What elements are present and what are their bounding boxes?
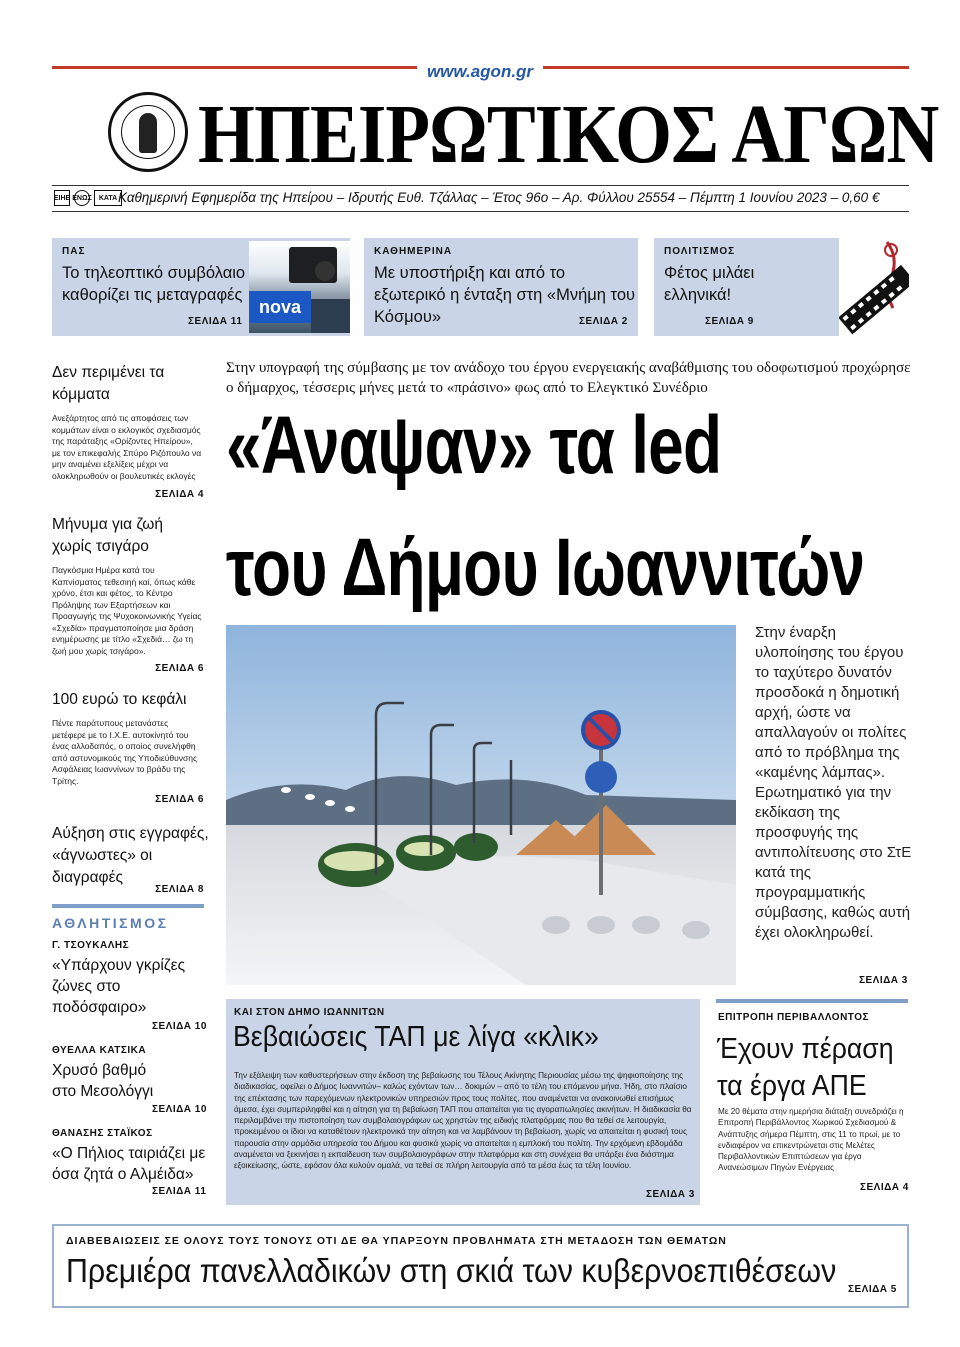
lead-side-text: Στην έναρξη υλοποίησης του έργου το ταχύτερο δυνατόν προσδοκά η δημοτική αρχή, ώστε να απαλλαγούν οι πολίτες από το πρόβλημα της «καμένης λάμπας». Ερωτηματικό για την εκδίκαση της προσφυγής της αντιπολίτευσης στο ΣτΕ κατά της προγραμματικής σύμβασης, καθώς αυτή έχει ολοκληρωθεί.: [755, 624, 912, 941]
info-rule-bottom: [52, 211, 909, 212]
lead-page: ΣΕΛΙΔΑ 3: [859, 975, 908, 986]
teaser-pas[interactable]: [52, 238, 350, 336]
tv-camera-photo: [249, 241, 350, 333]
teaser-title: Φέτος μιλάει ελληνικά!: [664, 264, 755, 304]
sport-title[interactable]: Χρυσό βαθμό στο Μεσολόγγι: [52, 1062, 154, 1100]
sport-title[interactable]: «Ο Πήλιος ταιριάζει με όσα ζητά ο Αλμέιδα»: [52, 1145, 206, 1183]
teaser-page: ΣΕΛΙΔΑ 2: [579, 316, 628, 327]
logo-eihe: ΕΙΗΕ: [54, 190, 70, 206]
sport-kicker: ΘΥΕΛΛΑ ΚΑΤΣΙΚΑ: [52, 1045, 147, 1056]
nova-logo: nova: [249, 291, 311, 323]
logo-union: ΕΝΩΣ: [74, 190, 90, 206]
teaser-politismos[interactable]: [654, 238, 908, 336]
sport-kicker: ΘΑΝΑΣΗΣ ΣΤΑΪΚΟΣ: [52, 1128, 153, 1139]
lead-deck: Στην υπογραφή της σύμβασης με τον ανάδοχο του έργου ενεργειακής αναβάθμισης του οδοφωτισμού προχώρησε ο δήμαρχος, τέσσερις μήνες μετά το «πράσινο» φως από το Ελεγκτικό Συνέδριο: [226, 360, 911, 396]
led-streetlights-photo: [226, 625, 736, 985]
lead-headline-line-2[interactable]: του Δήμου Ιωαννιτών: [226, 522, 865, 613]
teaser-category: ΚΑΘΗΜΕΡΙΝΑ: [374, 246, 453, 257]
lead-headline-line-1[interactable]: «Άναψαν» τα led: [226, 400, 722, 491]
site-url[interactable]: www.agon.gr: [0, 62, 960, 82]
tap-title: Βεβαιώσεις ΤΑΠ με λίγα «κλικ»: [233, 1021, 599, 1053]
sport-rule: [52, 904, 204, 908]
env-page: ΣΕΛΙΔΑ 4: [860, 1182, 909, 1193]
newspaper-title: ΗΠΕΙΡΩΤΙΚΟΣ ΑΓΩΝ: [198, 88, 939, 181]
env-title-line-1: Έχουν πέραση: [717, 1033, 894, 1065]
sport-kicker: Γ. ΤΣΟΥΚΑΛΗΣ: [52, 940, 130, 951]
teaser-category: ΠΟΛΙΤΙΣΜΟΣ: [664, 246, 736, 257]
info-rule-top: [52, 185, 909, 186]
tap-kicker: ΚΑΙ ΣΤΟΝ ΔΗΜΟ ΙΩΑΝΝΙΤΩΝ: [234, 1007, 385, 1018]
teaser-title: Με υποστήριξη και από το εξωτερικό η ένταξη στη «Μνήμη του Κόσμου»: [374, 264, 636, 326]
story-title: 100 ευρώ το κεφάλι: [52, 691, 187, 708]
bottom-title: Πρεμιέρα πανελλαδικών στη σκιά των κυβερνοεπιθέσεων: [66, 1252, 837, 1289]
story-title: Αύξηση στις εγγραφές, «άγνωστες» οι διαγραφές: [52, 825, 209, 886]
story-title: Μήνυμα για ζωή χωρίς τσιγάρο: [52, 516, 163, 555]
logo-kata: ΚΑΤΑ: [94, 190, 122, 206]
story-page: ΣΕΛΙΔΑ 8: [155, 884, 204, 895]
tap-body: Την εξάλειψη των καθυστερήσεων στην έκδοση της βεβαίωσης του Τέλους Ακίνητης Περιουσίας μέσω της ψηφιοποίησης της διαδικασίας, οφείλει ο Δήμος Ιωαννιτών– καλώς εχόντων των… δοκιμών – από το τέλη του επόμενου μήνα. Ήδη, στο πλαίσιο της επέκτασης των παρεχόμενων ηλεκτρονικών υπηρεσιών προς τους πολίτες, που αναμένεται να ανακοινωθεί επισήμως άμεσα, έχει συμπεριληφθεί και η αίτηση για τη βεβαίωση ΤΑΠ που απαιτείται για τις αγοραπωλησίες ακινήτων. Η διαδικασία θα περιλαμβάνει την πιστοποίηση των συμβολαιογράφων ως χρηστών της ειδικής πλατφόρμας που θα τεθεί σε λειτουργία, προκειμένου οι ίδιοι να καταθέτουν ηλεκτρονικά την αίτηση και να λαμβάνουν τη βεβαίωση, χωρίς να απαιτείται η φυσική τους παρουσία στην αρμόδια υπηρεσία του Δήμου και φυσικά χωρίς να απαιτείται η εμπλοκή του πολίτη. Την ερχόμενη εβδομάδα αναμένεται να ξεκινήσει η εκπαίδευση των συμβολαιογράφων στην πλατφόρμα και στη συνέχεια θα υπάρξει ένα διάστημα εξοικείωσης, ώστε, εφόσον όλα κυλούν ομαλά, να τεθεί σε πλήρη λειτουργία από τα μέσα έως τα τέλη Ιουνίου.: [234, 1071, 692, 1171]
issue-info: Καθημερινή Εφημερίδα της Ηπείρου – Ιδρυτής Ευθ. Τζάλλας – Έτος 96ο – Αρ. Φύλλου 25554 – Πέμπτη 1 Ιουνίου 2023 – 0,60 €: [118, 190, 880, 205]
newspaper-seal-logo: [108, 92, 188, 172]
sport-page: ΣΕΛΙΔΑ 10: [152, 1104, 207, 1115]
env-title-line-2: τα έργα ΑΠΕ: [717, 1070, 867, 1102]
film-festival-logo: [839, 238, 909, 336]
story-body: Ανεξάρτητος από τις αποφάσεις των κομμάτων είναι ο εκλογικός σχεδιασμός της παράταξης «Ορίζοντες Ηπείρου», με τον επικεφαλής Σπύρο Ριζόπουλο να μην αναμένει εξελίξεις μέχρι να ολοκληρωθούν οι βουλευτικές εκλογές: [52, 413, 202, 481]
sport-page: ΣΕΛΙΔΑ 11: [152, 1186, 207, 1197]
teaser-category: ΠΑΣ: [62, 246, 86, 257]
story-page: ΣΕΛΙΔΑ 6: [155, 794, 204, 805]
bottom-kicker: ΔΙΑΒΕΒΑΙΩΣΕΙΣ ΣΕ ΟΛΟΥΣ ΤΟΥΣ ΤΟΝΟΥΣ ΟΤΙ ΔΕ ΘΑ ΥΠΑΡΞΟΥΝ ΠΡΟΒΛΗΜΑΤΑ ΣΤΗ ΜΕΤΑΔΟΣΗ ΤΩΝ ΘΕΜΑΤΩΝ: [66, 1235, 727, 1247]
member-logos: [54, 190, 122, 206]
env-rule: [716, 999, 908, 1003]
bottom-story-box[interactable]: [52, 1224, 909, 1308]
env-body: Με 20 θέματα στην ημερήσια διάταξη συνεδριάζει η Επιτροπή Περιβάλλοντος Χωρικού Σχεδιασμού & Ανάπτυξης σήμερα Πέμπτη, στις 11 το πρωί, με το ενδιαφέρον να επικεντρώνεται στις Μελέτες Περιβαλλοντικών Επιπτώσεων για έργα Ανανεώσιμων Πηγών Ενέργειας: [718, 1107, 904, 1173]
story-body: Πέντε παράτυπους μετανάστες μετέφερε με το Ι.Χ.Ε. αυτοκίνητό του ένας αλλοδαπός, ο οποίος συνελήφθη από αστυνομικούς της Υποδιεύθυνσης Ασφάλειας Ιωαννίνων το βράδυ της Τρίτης.: [52, 718, 198, 786]
teaser-kathimerina[interactable]: [364, 238, 638, 336]
story-page: ΣΕΛΙΔΑ 4: [155, 489, 204, 500]
teaser-page: ΣΕΛΙΔΑ 9: [705, 316, 754, 327]
env-kicker: ΕΠΙΤΡΟΠΗ ΠΕΡΙΒΑΛΛΟΝΤΟΣ: [718, 1012, 870, 1023]
tap-page: ΣΕΛΙΔΑ 3: [646, 1189, 695, 1200]
tap-story-box[interactable]: [226, 999, 700, 1205]
sport-page: ΣΕΛΙΔΑ 10: [152, 1021, 207, 1032]
story-title: Δεν περιμένει τα κόμματα: [52, 364, 165, 403]
bottom-page: ΣΕΛΙΔΑ 5: [848, 1284, 897, 1295]
sport-title[interactable]: «Υπάρχουν γκρίζες ζώνες στο ποδόσφαιρο»: [52, 957, 186, 1016]
story-page: ΣΕΛΙΔΑ 6: [155, 663, 204, 674]
teaser-page: ΣΕΛΙΔΑ 11: [188, 316, 243, 327]
story-body: Παγκόσμια Ημέρα κατά του Καπνίσματος τεθεσιηή καί, όπως κάθε χρόνο, έτσι και φέτος, το Κέντρο Πρόληψης των Εξαρτήσεων και Προαγωγής της Ψυχοκοινωνικής Υγείας «Σχεδία» πραγματοποίησε μια δράση ενημέρωσης με τίτλο «Σχεδιά… ζω τη ζωή μου χωρίς τσιγάρο».: [52, 565, 202, 656]
teaser-title: Το τηλεοπτικό συμβόλαιο καθορίζει τις μεταγραφές: [62, 264, 246, 304]
sport-section-title: ΑΘΛΗΤΙΣΜΟΣ: [52, 915, 169, 931]
